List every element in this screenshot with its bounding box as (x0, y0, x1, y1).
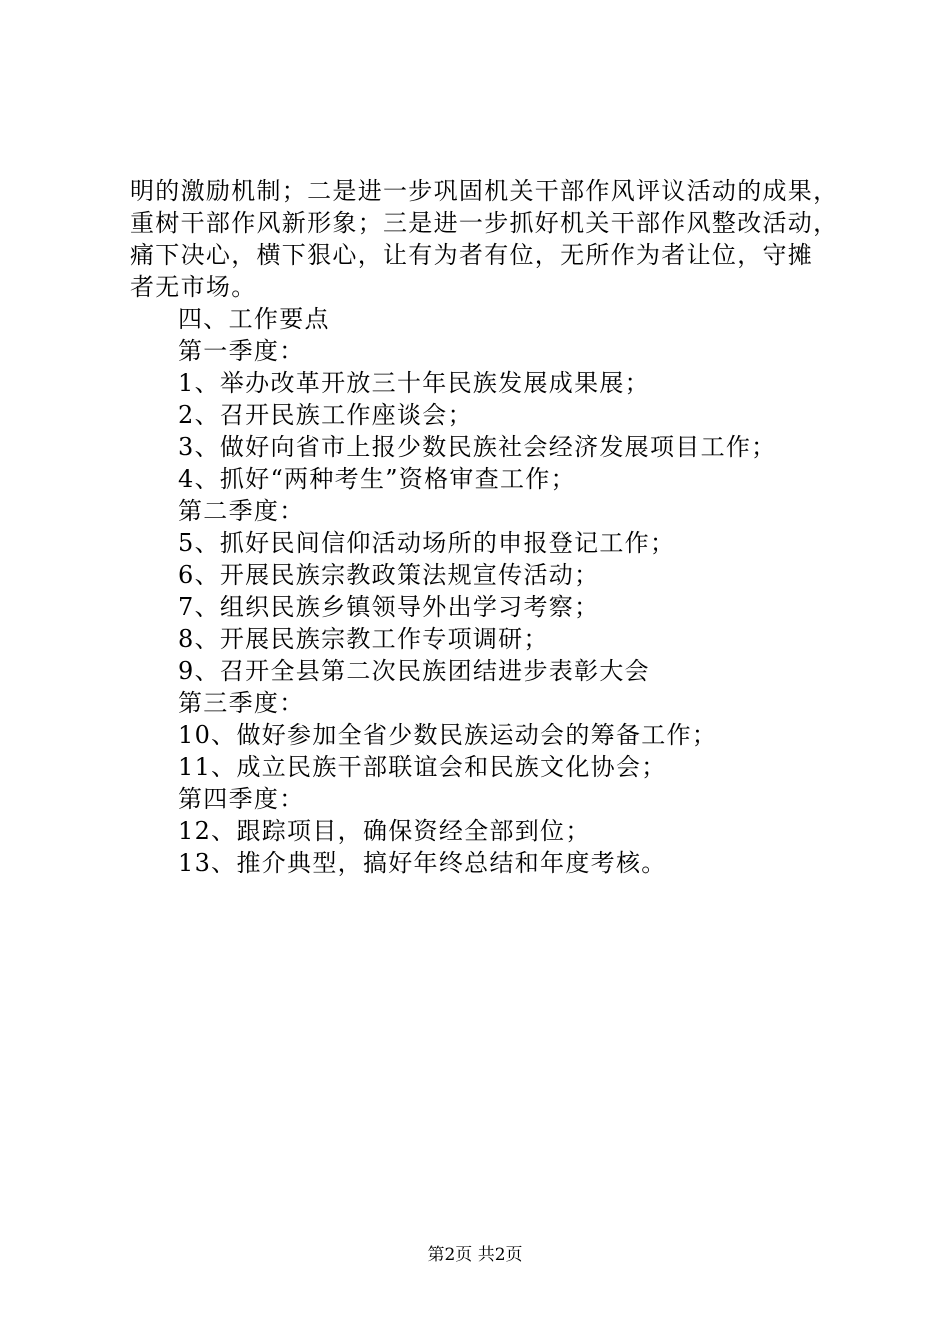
work-item: 3、做好向省市上报少数民族社会经济发展项目工作； (178, 433, 777, 461)
work-item: 2、召开民族工作座谈会； (178, 401, 473, 429)
page-footer (0, 1243, 950, 1267)
work-item: 8、开展民族宗教工作专项调研； (178, 625, 549, 653)
quarter-title-2: 第二季度： (178, 497, 305, 525)
work-item: 13、推介典型，搞好年终总结和年度考核。 (178, 849, 667, 877)
paragraph-line: 痛下决心，横下狠心，让有为者有位，无所作为者让位，守摊 (130, 241, 814, 269)
work-item: 6、开展民族宗教政策法规宣传活动； (178, 561, 600, 589)
work-item: 12、跟踪项目，确保资经全部到位； (178, 817, 591, 845)
quarter-title-1: 第一季度： (178, 337, 305, 365)
work-item: 10、做好参加全省少数民族运动会的筹备工作； (178, 721, 718, 749)
work-item: 5、抓好民间信仰活动场所的申报登记工作； (178, 529, 676, 557)
work-item: 11、成立民族干部联谊会和民族文化协会； (178, 753, 667, 781)
paragraph-line: 重树干部作风新形象；三是进一步抓好机关干部作风整改活动， (130, 209, 839, 237)
quarter-title-4: 第四季度： (178, 785, 305, 813)
work-item: 1、举办改革开放三十年民族发展成果展； (178, 369, 650, 397)
work-item: 9、召开全县第二次民族团结进步表彰大会 (178, 657, 650, 685)
paragraph-line: 者无市场。 (130, 273, 257, 301)
page-number-label: 第2页 共2页 (427, 1245, 523, 1265)
paragraph-line: 明的激励机制；二是进一步巩固机关干部作风评议活动的成果， (130, 177, 839, 205)
document-body (130, 175, 839, 879)
work-item: 7、组织民族乡镇领导外出学习考察； (178, 593, 600, 621)
section-heading: 四、工作要点 (178, 305, 330, 333)
work-item: 4、抓好“两种考生”资格审查工作； (178, 465, 576, 493)
quarter-title-3: 第三季度： (178, 689, 305, 717)
